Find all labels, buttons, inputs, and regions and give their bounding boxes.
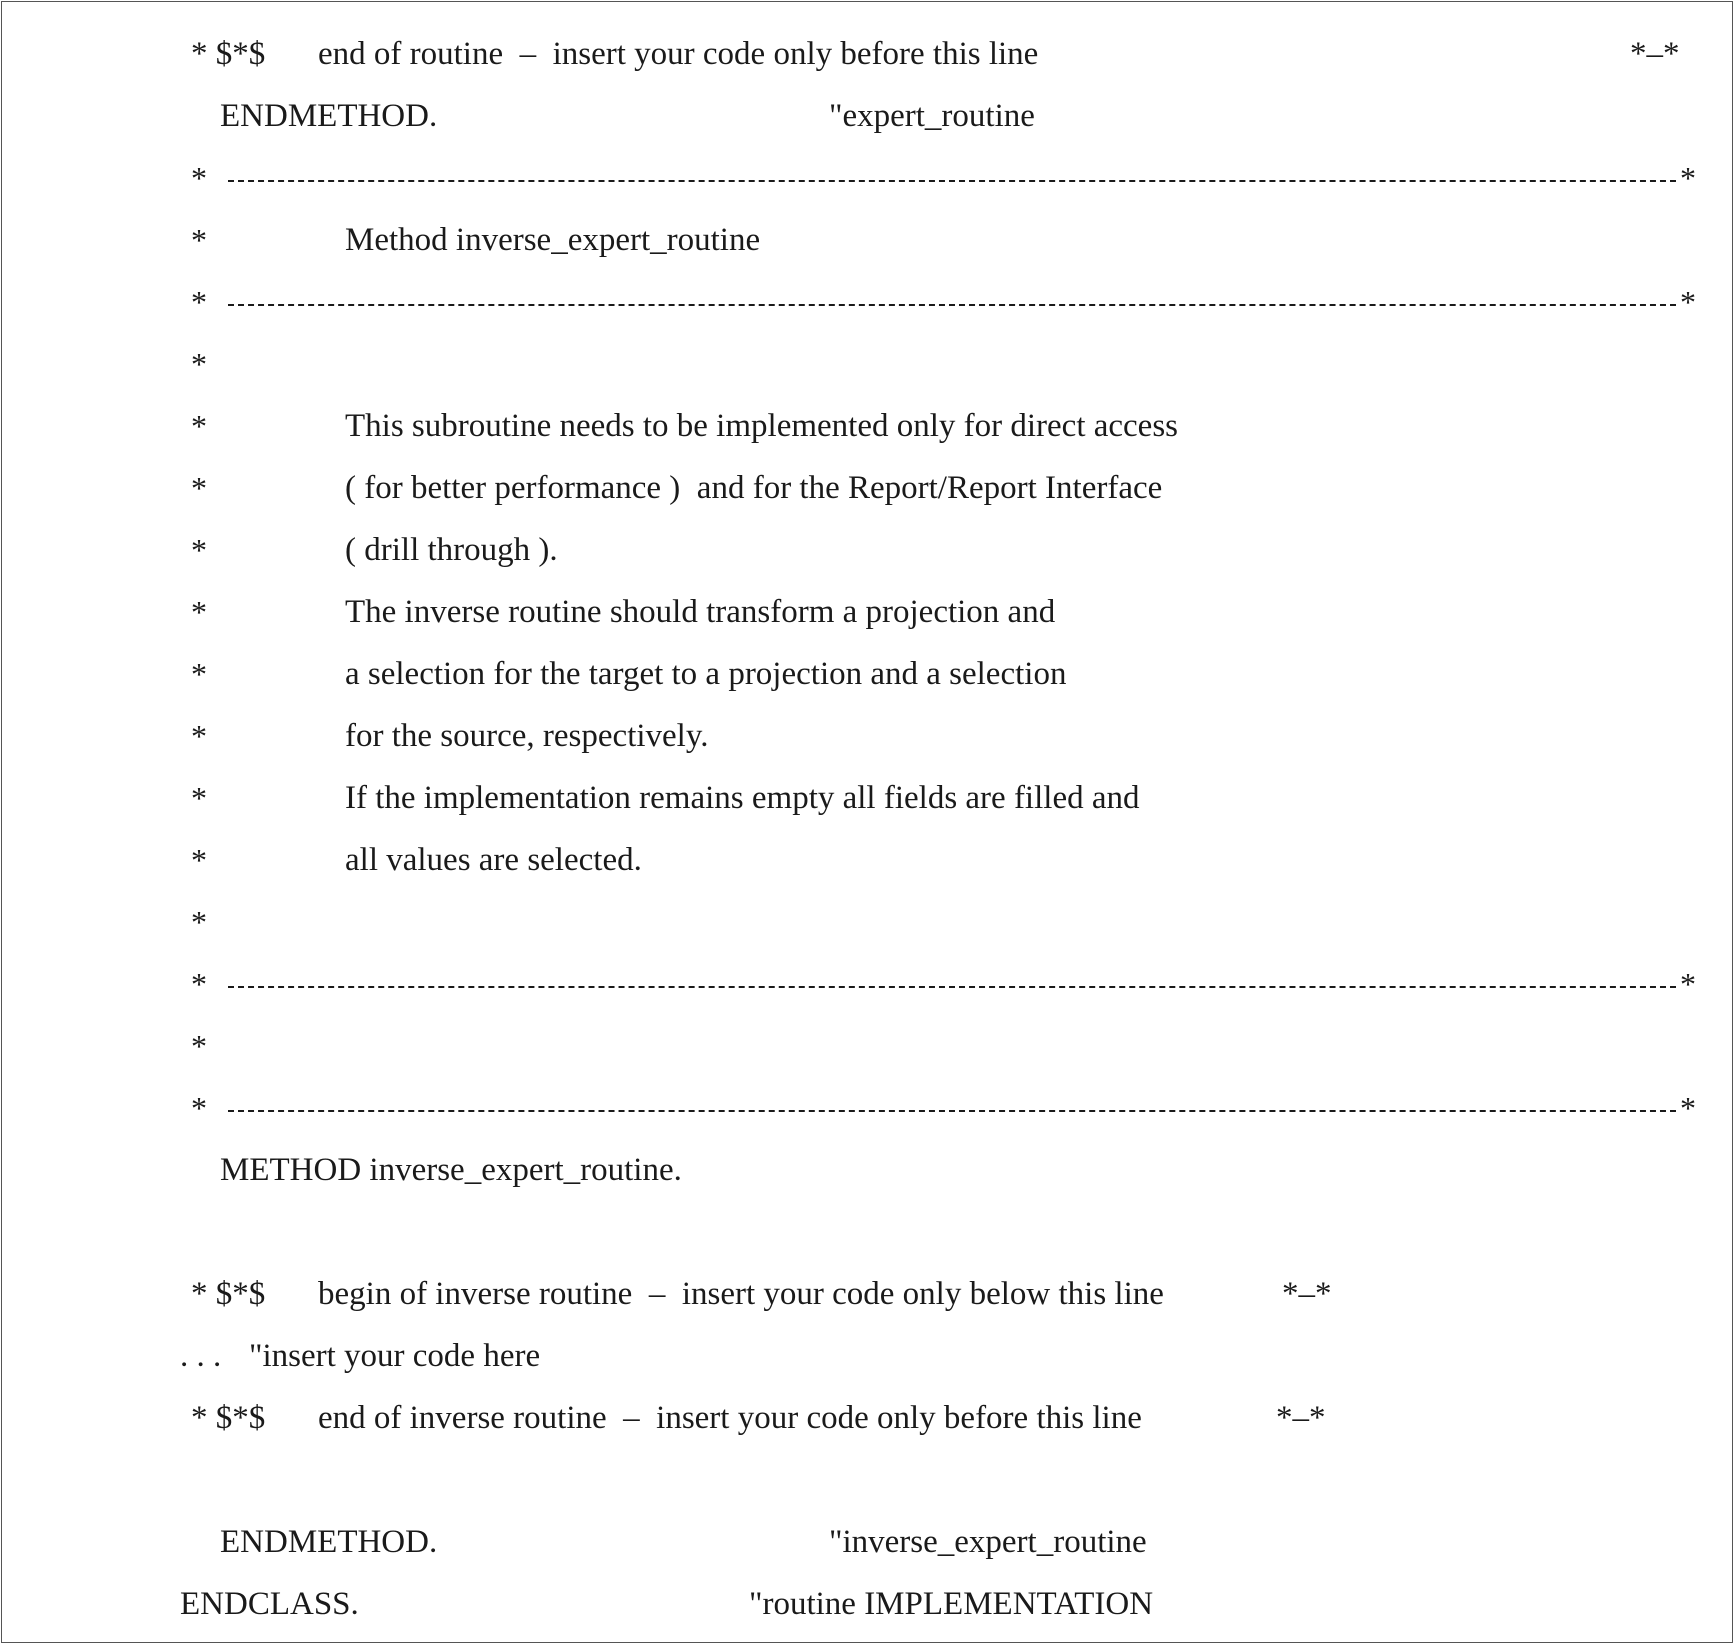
separator-line — [228, 986, 1676, 988]
doc-line: The inverse routine should transform a projection and — [345, 594, 1056, 630]
method-header: Method inverse_expert_routine — [345, 222, 761, 258]
begin-inverse-marker: * $*$ — [191, 1276, 266, 1312]
endmethod-inverse-comment: "inverse_expert_routine — [829, 1524, 1147, 1560]
comment-star: * — [191, 966, 207, 1002]
comment-star: * — [191, 346, 207, 382]
insert-code-comment: "insert your code here — [249, 1338, 541, 1374]
separator-line — [228, 1110, 1676, 1112]
comment-star: * — [1680, 284, 1696, 320]
separator-line — [228, 304, 1676, 306]
comment-star: * — [1680, 1090, 1696, 1126]
comment-star: * — [191, 594, 207, 630]
end-inverse-marker: * $*$ — [191, 1400, 266, 1436]
comment-star: * — [191, 780, 207, 816]
separator-line — [228, 180, 1676, 182]
endmethod-inverse-keyword: ENDMETHOD. — [220, 1524, 438, 1560]
endmethod-keyword: ENDMETHOD. — [220, 98, 438, 134]
doc-line: for the source, respectively. — [345, 718, 709, 754]
comment-star: * — [191, 470, 207, 506]
method-statement: METHOD inverse_expert_routine. — [220, 1152, 682, 1188]
endclass-comment: "routine IMPLEMENTATION — [749, 1586, 1154, 1622]
doc-line: all values are selected. — [345, 842, 642, 878]
comment-star: * — [191, 904, 207, 940]
doc-line: If the implementation remains empty all fields are filled and — [345, 780, 1140, 816]
comment-star: * — [191, 160, 207, 196]
comment-star: * — [1680, 966, 1696, 1002]
doc-line: a selection for the target to a projection and a selection — [345, 656, 1067, 692]
end-inverse-text: end of inverse routine – insert your code only before this line — [318, 1400, 1142, 1436]
comment-star: * — [191, 222, 207, 258]
comment-star: * — [1680, 160, 1696, 196]
ellipsis: . . . — [180, 1338, 222, 1374]
end-routine-marker: * $*$ — [191, 36, 266, 72]
doc-line: This subroutine needs to be implemented only for direct access — [345, 408, 1179, 444]
comment-star: * — [191, 1090, 207, 1126]
comment-star: * — [191, 718, 207, 754]
begin-inverse-end-marker: *–* — [1282, 1276, 1332, 1312]
endclass-keyword: ENDCLASS. — [180, 1586, 359, 1622]
doc-line: ( for better performance ) and for the Report/Report Interface — [345, 470, 1163, 506]
end-routine-text: end of routine – insert your code only before this line — [318, 36, 1039, 72]
end-inverse-end-marker: *–* — [1276, 1400, 1326, 1436]
comment-star: * — [191, 532, 207, 568]
comment-star: * — [191, 408, 207, 444]
begin-inverse-text: begin of inverse routine – insert your code only below this line — [318, 1276, 1164, 1312]
comment-star: * — [191, 842, 207, 878]
comment-star: * — [191, 284, 207, 320]
doc-line: ( drill through ). — [345, 532, 558, 568]
end-routine-end-marker: *–* — [1630, 36, 1680, 72]
comment-star: * — [191, 1028, 207, 1064]
endmethod-comment: "expert_routine — [829, 98, 1035, 134]
comment-star: * — [191, 656, 207, 692]
